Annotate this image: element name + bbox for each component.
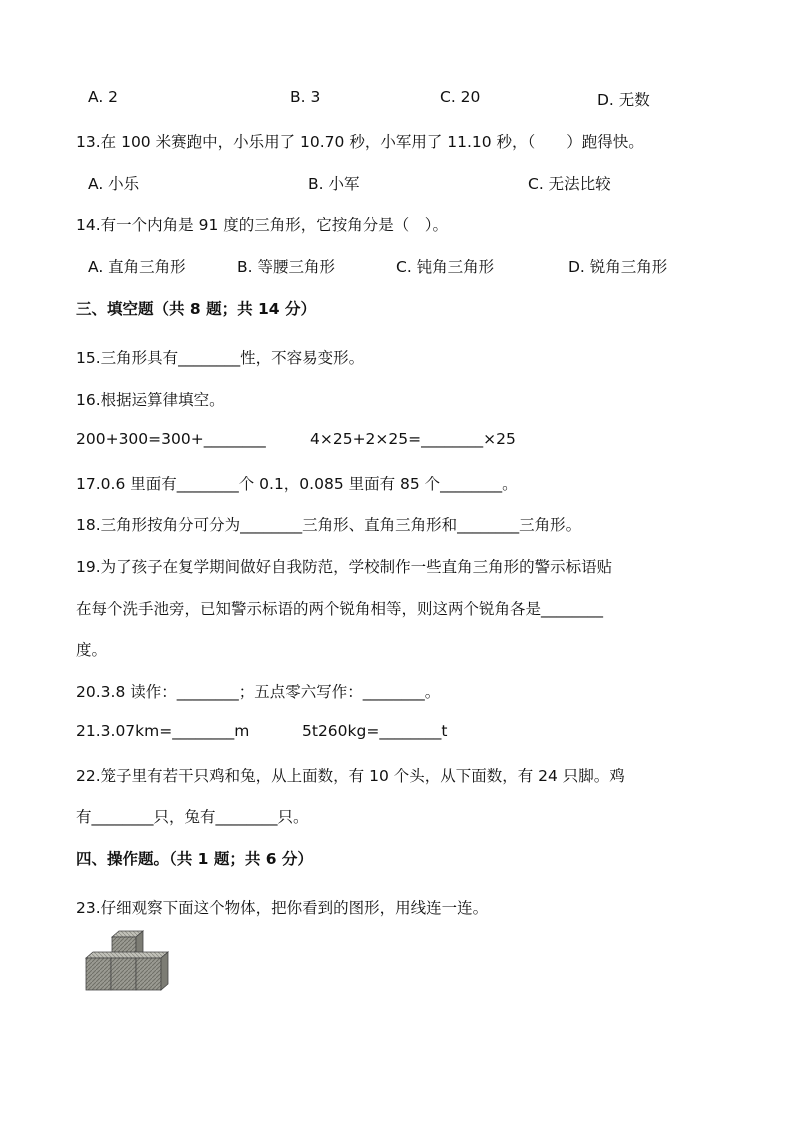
section-4-heading: 四、操作题。（共 1 题；共 6 分） (76, 850, 313, 868)
q14-option-d: D. 锐角三角形 (568, 258, 668, 276)
bottom-cube-row (86, 952, 168, 990)
q13-option-a: A. 小乐 (88, 175, 140, 193)
q13-option-b: B. 小军 (308, 175, 360, 193)
q12-option-b: B. 3 (290, 88, 321, 106)
q16-part-1: 200+300=300+________ (76, 430, 266, 448)
q23-text: 23.仔细观察下面这个物体，把你看到的图形，用线连一连。 (76, 899, 489, 917)
q14-option-b: B. 等腰三角形 (237, 258, 335, 276)
cube-stack-figure (84, 930, 170, 992)
q12-option-c: C. 20 (440, 88, 481, 106)
q18-text: 18.三角形按角分可分为________三角形、直角三角形和________三角形。 (76, 516, 582, 534)
q13-option-c: C. 无法比较 (528, 175, 611, 193)
q17-text: 17.0.6 里面有________个 0.1，0.085 里面有 85 个________。 (76, 475, 518, 493)
q14-option-a: A. 直角三角形 (88, 258, 186, 276)
q22-line-1: 22.笼子里有若干只鸡和兔，从上面数，有 10 个头，从下面数，有 24 只脚。鸡 (76, 767, 625, 785)
q21-part-1: 21.3.07km=________m (76, 722, 250, 740)
q16-part-2: 4×25+2×25=________×25 (310, 430, 516, 448)
q21-part-2: 5t260kg=________t (302, 722, 448, 740)
q12-option-a: A. 2 (88, 88, 119, 106)
q13-stem: 13.在 100 米赛跑中，小乐用了 10.70 秒，小军用了 11.10 秒，（ ）跑得快。 (76, 133, 644, 151)
q22-line-2: 有________只，兔有________只。 (76, 808, 309, 826)
q15-text: 15.三角形具有________性，不容易变形。 (76, 349, 365, 367)
q19-line-3: 度。 (76, 641, 108, 659)
q19-line-1: 19.为了孩子在复学期间做好自我防范，学校制作一些直角三角形的警示标语贴 (76, 558, 613, 576)
q14-option-c: C. 钝角三角形 (396, 258, 495, 276)
q19-line-2: 在每个洗手池旁，已知警示标语的两个锐角相等，则这两个锐角各是________ (76, 600, 604, 618)
q16-stem: 16.根据运算律填空。 (76, 391, 225, 409)
q12-option-d: D. 无数 (597, 91, 650, 109)
q14-stem: 14.有一个内角是 91 度的三角形，它按角分是（ ）。 (76, 216, 448, 234)
q20-text: 20.3.8 读作：________；五点零六写作：________。 (76, 683, 441, 701)
section-3-heading: 三、填空题（共 8 题；共 14 分） (76, 300, 316, 318)
